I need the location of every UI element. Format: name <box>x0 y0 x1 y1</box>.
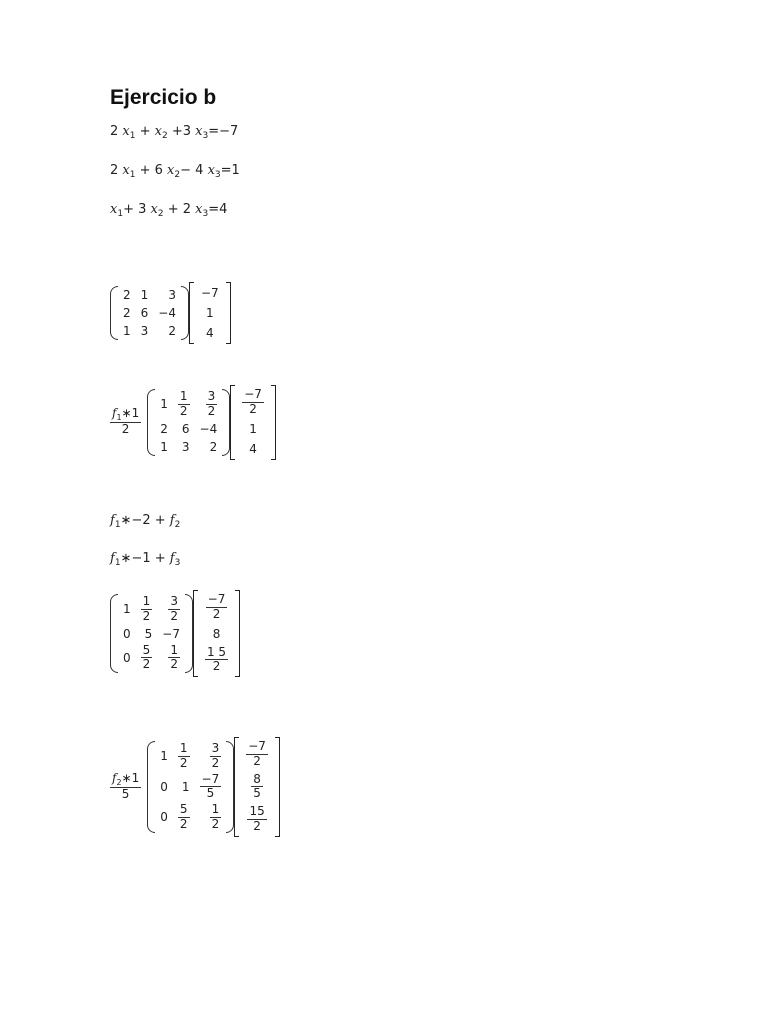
matrix-cell: −4 <box>158 306 176 320</box>
matrix-cell: 4 <box>206 326 214 340</box>
matrix-row <box>118 643 185 674</box>
matrix-cell: $\frac{1}{2}$ <box>179 741 188 770</box>
equation-1: 2 $x_1 + x_2 +3$ $x_3=-7$ <box>110 124 239 141</box>
matrix-cell: 0 <box>160 810 168 825</box>
equation-2: 2 $x_1 + 6$ $x_2- 4$ $x_3=1$ <box>110 163 240 180</box>
matrix-cell: $\frac{-7}{2}$ <box>248 739 266 768</box>
matrix-row <box>196 324 224 342</box>
matrix-cell: 1 <box>160 439 168 454</box>
matrix-cell: 3 <box>140 324 149 338</box>
matrix-cell: $\frac{1}{2}$ <box>170 642 178 672</box>
matrix-row <box>155 802 226 833</box>
matrix-row <box>155 438 222 456</box>
matrix-row <box>200 645 233 676</box>
coefficient-matrix <box>147 741 234 833</box>
coefficient-matrix <box>110 594 193 673</box>
matrix-cell: $\frac{-7}{2}$ <box>244 387 262 416</box>
matrix-cell: 0 <box>123 626 131 641</box>
matrix-cell: 2 <box>123 306 131 320</box>
matrix-cell: 0 <box>160 779 168 794</box>
matrix-row <box>237 440 269 458</box>
matrix-cell: 1 <box>160 749 168 764</box>
equation-3: $x_1+ 3$ $x_2 + 2$ $x_3=4$ <box>110 202 228 219</box>
constant-vector <box>193 590 240 677</box>
matrix-cell: −4 <box>199 421 218 436</box>
matrix-cell: −7 <box>200 286 219 300</box>
augmented-matrix-initial <box>110 282 231 344</box>
matrix-cell: 1 <box>123 602 131 617</box>
constant-vector <box>189 282 231 344</box>
matrix-cell: 1 <box>123 324 131 338</box>
matrix-cell: 1 <box>249 421 257 436</box>
matrix-cell: $\frac{1}{2}$ <box>211 802 220 831</box>
row-operation-1: $f_1∗-2 + f_2$ <box>110 513 181 530</box>
page-title: Ejercicio b <box>110 86 217 109</box>
matrix-row <box>196 304 224 322</box>
row-operation-2: $f_1∗-1 + f_3$ <box>110 551 181 568</box>
row-op-label: $\frac{f_2∗1}{5}$ <box>112 770 140 802</box>
matrix-cell: 2 <box>168 324 176 338</box>
matrix-row <box>155 741 226 772</box>
matrix-row <box>241 739 273 770</box>
coefficient-matrix <box>110 286 189 340</box>
matrix-row <box>200 625 233 643</box>
matrix-cell: 6 <box>140 306 149 320</box>
matrix-cell: $\frac{1}{2}$ <box>179 389 188 418</box>
matrix-cell: 2 <box>123 288 131 302</box>
coefficient-matrix <box>147 389 230 456</box>
matrix-row <box>118 594 185 625</box>
matrix-cell: $\frac{1 5}{2}$ <box>206 644 227 674</box>
matrix-cell: 3 <box>168 288 176 302</box>
matrix-row <box>241 772 273 803</box>
matrix-row <box>196 284 224 302</box>
matrix-cell: $\frac{1}{2}$ <box>142 594 151 623</box>
matrix-cell: −7 <box>162 626 180 641</box>
matrix-cell: 1 <box>140 288 149 302</box>
matrix-cell: $\frac{15}{2}$ <box>249 804 265 833</box>
matrix-row <box>237 420 269 438</box>
row-operation-step-3 <box>110 737 280 837</box>
matrix-cell: $\frac{5}{2}$ <box>179 802 188 831</box>
matrix-row <box>237 387 269 418</box>
matrix-cell: 2 <box>209 439 218 454</box>
matrix-row <box>118 286 181 304</box>
row-operation-step-1 <box>110 385 276 460</box>
matrix-row <box>118 322 181 340</box>
matrix-cell: $\frac{-7}{5}$ <box>201 771 220 801</box>
row-op-label: $\frac{f_1∗1}{2}$ <box>112 406 140 437</box>
matrix-row <box>200 592 233 623</box>
matrix-row <box>155 420 222 438</box>
matrix-row <box>118 625 185 643</box>
matrix-cell: 5 <box>144 626 153 641</box>
matrix-cell: $\frac{8}{5}$ <box>253 771 261 801</box>
constant-vector <box>234 737 280 837</box>
matrix-cell: 6 <box>181 421 190 436</box>
matrix-cell: 2 <box>160 421 168 436</box>
matrix-row <box>241 804 273 835</box>
matrix-cell: 8 <box>212 626 221 641</box>
constant-vector <box>230 385 276 460</box>
matrix-cell: 0 <box>123 650 131 665</box>
matrix-cell: 3 <box>181 439 190 454</box>
matrix-cell: $\frac{5}{2}$ <box>142 642 151 672</box>
matrix-row <box>155 772 226 803</box>
matrix-row <box>155 389 222 420</box>
matrix-cell: $\frac{3}{2}$ <box>207 389 216 418</box>
matrix-cell: 4 <box>249 441 257 456</box>
matrix-cell: $\frac{3}{2}$ <box>211 741 220 770</box>
matrix-cell: 1 <box>181 779 190 794</box>
matrix-row <box>118 304 181 322</box>
matrix-cell: $\frac{3}{2}$ <box>170 594 178 623</box>
augmented-matrix-step-2 <box>110 590 240 677</box>
matrix-cell: $\frac{-7}{2}$ <box>207 592 226 621</box>
matrix-cell: 1 <box>160 397 168 412</box>
matrix-cell: 1 <box>206 306 214 320</box>
